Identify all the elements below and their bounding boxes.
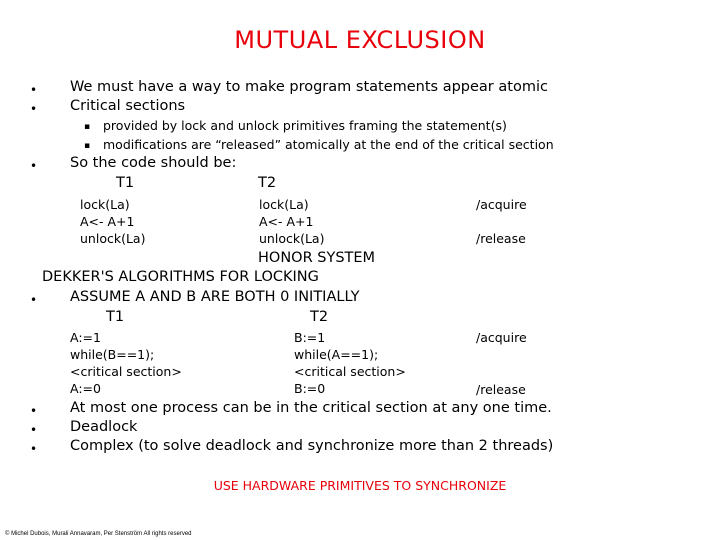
example2-t2-code-line: B:=1: [294, 330, 326, 345]
bullet-marker: •: [30, 159, 38, 173]
sub-point-released-atomically: modifications are “released” atomically at the end of the critical section: [103, 137, 554, 152]
intro-line-critical-sections: Critical sections: [70, 98, 186, 114]
conclusion-complex: Complex (to solve deadlock and synchronize more than 2 threads): [70, 438, 554, 454]
example2-t1-header: T1: [106, 309, 125, 325]
bullet-marker: •: [30, 404, 38, 418]
example2-t2-code-line: <critical section>: [294, 364, 406, 379]
example1-acquire-note: /acquire: [476, 197, 527, 212]
example1-t2-header: T2: [258, 175, 277, 191]
bullet-marker: •: [30, 423, 38, 437]
conclusion-deadlock: Deadlock: [70, 419, 138, 435]
example1-t1-code-line: unlock(La): [80, 231, 146, 246]
example1-t1-code-line: lock(La): [80, 197, 130, 212]
so-code-line: So the code should be:: [70, 155, 237, 171]
sub-bullet-marker: ▪: [84, 141, 91, 151]
example1-t1-header: T1: [116, 175, 135, 191]
bullet-marker: •: [30, 102, 38, 116]
example2-acquire-note: /acquire: [476, 330, 527, 345]
bullet-marker: •: [30, 83, 38, 97]
dekker-title: DEKKER'S ALGORITHMS FOR LOCKING: [42, 269, 319, 285]
example2-release-note: /release: [476, 382, 526, 397]
assume-line: ASSUME A AND B ARE BOTH 0 INITIALLY: [70, 289, 360, 305]
example1-release-note: /release: [476, 231, 526, 246]
sub-point-lock-primitives: provided by lock and unlock primitives framing the statement(s): [103, 118, 507, 133]
example2-t2-code-line: while(A==1);: [294, 347, 379, 362]
example2-t1-code-line: A:=1: [70, 330, 101, 345]
example2-t1-code-line: A:=0: [70, 381, 101, 396]
hardware-primitives-note: USE HARDWARE PRIMITIVES TO SYNCHRONIZE: [213, 478, 507, 493]
example2-t2-header: T2: [310, 309, 329, 325]
example1-t1-code-line: A<- A+1: [80, 214, 135, 229]
bullet-marker: •: [30, 293, 38, 307]
example1-t2-code-line: unlock(La): [259, 231, 325, 246]
slide-title: MUTUAL EXCLUSION: [234, 26, 486, 54]
copyright-footer: © Michel Dubois, Murali Annavaram, Per Stenström All rights reserved: [5, 531, 192, 537]
conclusion-one-process: At most one process can be in the critical section at any one time.: [70, 400, 552, 416]
bullet-marker: •: [30, 442, 38, 456]
example2-t1-code-line: <critical section>: [70, 364, 182, 379]
example1-t2-code-line: lock(La): [259, 197, 309, 212]
intro-line-atomic: We must have a way to make program statements appear atomic: [70, 79, 548, 95]
sub-bullet-marker: ▪: [84, 122, 91, 132]
example1-t2-code-line: A<- A+1: [259, 214, 314, 229]
honor-system-label: HONOR SYSTEM: [258, 250, 376, 266]
example2-t1-code-line: while(B==1);: [70, 347, 155, 362]
example2-t2-code-line: B:=0: [294, 381, 326, 396]
